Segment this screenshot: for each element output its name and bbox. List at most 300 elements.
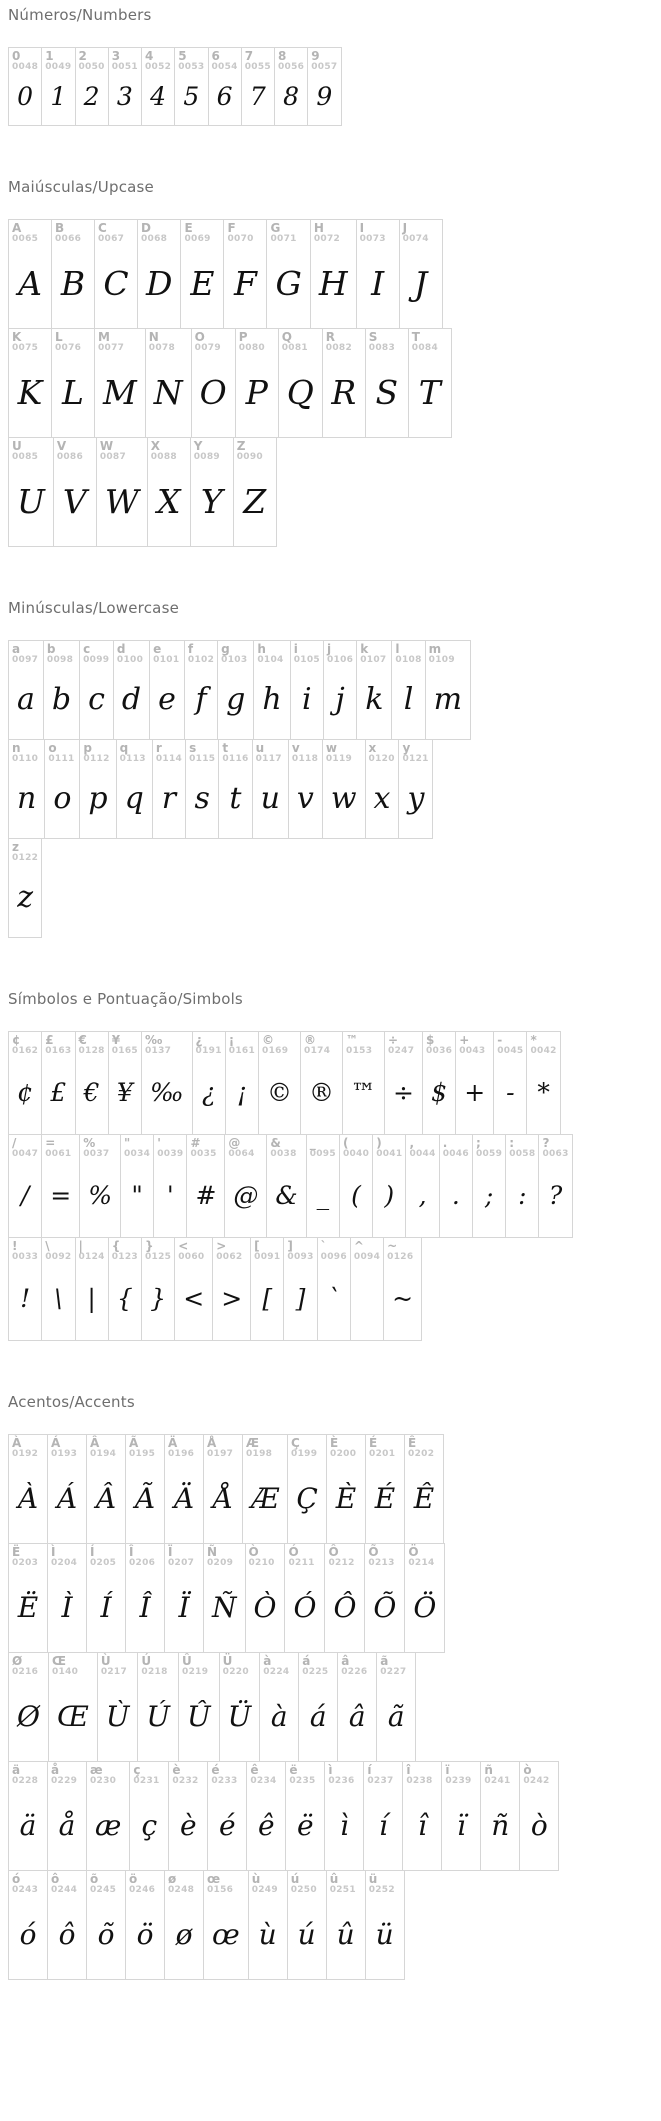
cell-reference [42,48,74,73]
cell-glyph: D [146,264,173,304]
cell-glyph: Ù [105,1700,130,1734]
cell-ref-char: 3 [111,49,121,63]
cell-unicode-code: 0111 [48,754,75,765]
cell-glyph: 1 [50,81,67,111]
cell-reference [117,740,152,765]
glyph-cell [8,1761,48,1871]
glyph-cell [242,1434,288,1544]
cell-unicode-code: 0053 [178,62,205,73]
cell-glyph: Ú [146,1700,171,1734]
glyph-cell [108,1031,142,1135]
cell-unicode-code: 0245 [90,1885,117,1896]
cell-reference [204,1871,248,1896]
cell-glyph: ¢ [17,1078,34,1108]
glyph-cell [96,437,148,547]
cell-glyph: " [131,1181,143,1211]
glyph-cell [266,1134,306,1238]
section-title: Símbolos e Pontuação/Simbols [8,990,243,1008]
cell-ref-char: | [78,1239,83,1253]
cell-ref-char: F [227,221,236,235]
cell-reference [193,1032,225,1057]
cell-ref-char: ï [445,1763,450,1777]
cell-unicode-code: 0238 [406,1776,433,1787]
cell-reference [286,1762,324,1787]
cell-reference [9,1435,47,1460]
glyph-cell [51,328,95,438]
cell-reference [187,1135,224,1160]
cell-reference [109,48,141,73]
cell-unicode-code: 0058 [509,1149,536,1160]
cell-glyph: 5 [183,81,200,111]
cell-unicode-code: 0103 [221,655,248,666]
cell-glyph: Y [200,482,223,522]
cell-unicode-code: 0113 [119,754,146,765]
cell-reference [288,1871,326,1896]
cell-ref-char: \ [45,1239,50,1253]
cell-glyph: % [88,1181,112,1211]
cell-unicode-code: 0205 [90,1558,117,1569]
glyph-cell [391,640,425,740]
font-section [8,1393,653,1980]
cell-ref-char: Ó [288,1545,299,1559]
cell-unicode-code: 0037 [83,1149,110,1160]
cell-unicode-code: 0059 [475,1149,503,1160]
glyph-cell [44,739,80,839]
glyph-cell [79,739,116,839]
cell-glyph: j [335,682,345,718]
cell-glyph: L [62,373,84,413]
cell-glyph: 0 [17,81,34,111]
cell-ref-char: Ñ [207,1545,218,1559]
cell-glyph: à [270,1700,288,1734]
cell-reference [169,1762,207,1787]
cell-ref-char: y [402,741,411,755]
cell-glyph: ä [19,1809,37,1843]
glyph-cell [79,640,114,740]
glyph-row [8,1652,653,1762]
cell-glyph: S [375,373,399,413]
cell-ref-char: £ [45,1033,54,1047]
cell-unicode-code: 0229 [51,1776,78,1787]
cell-glyph: a [17,682,35,718]
cell-unicode-code: 0061 [45,1149,72,1160]
cell-ref-char: © [262,1033,275,1047]
cell-unicode-code: 0140 [51,1667,79,1678]
cell-ref-char: A [12,221,22,235]
glyph-cell [8,219,52,329]
cell-ref-char: Â [90,1436,100,1450]
glyph-cell [404,1434,444,1544]
glyph-row [8,47,653,126]
cell-unicode-code: 0056 [278,62,305,73]
cell-ref-char: ¢ [12,1033,21,1047]
cell-glyph: ÷ [393,1078,414,1108]
cell-glyph: ‰ [150,1078,184,1108]
cell-glyph: © [267,1078,293,1108]
cell-unicode-code: 0063 [542,1149,569,1160]
cell-reference [208,1762,246,1787]
cell-reference [318,1238,350,1263]
cell-reference [9,1871,47,1896]
glyph-cell [164,1870,204,1980]
cell-ref-char: ü [368,1872,378,1886]
cell-glyph: & [275,1181,298,1211]
cell-unicode-code: 0224 [263,1667,290,1678]
cell-glyph: ' [166,1181,174,1211]
cell-ref-char: j [326,642,332,656]
cell-unicode-code: 0044 [409,1149,436,1160]
cell-glyph: Ä [173,1482,195,1516]
glyph-cell [455,1031,494,1135]
glyph-cell [8,1134,42,1238]
cell-glyph: Z [243,482,267,522]
cell-ref-char: Ø [12,1654,23,1668]
cell-glyph: ã [387,1700,405,1734]
cell-glyph: È [335,1482,357,1516]
cell-ref-char: K [12,330,22,344]
cell-unicode-code: 0153 [346,1046,373,1057]
cell-reference [87,1435,125,1460]
cell-unicode-code: 0251 [329,1885,356,1896]
cell-reference [327,1435,365,1460]
glyph-cell [149,640,185,740]
cell-ref-char: ã [380,1654,389,1668]
cell-reference [97,438,147,463]
cell-glyph: œ [212,1918,240,1952]
cell-ref-char: ñ [484,1763,493,1777]
cell-reference [87,1544,125,1569]
glyph-cell [324,1761,364,1871]
cell-reference [289,740,322,765]
glyph-cell [47,1543,87,1653]
cell-ref-char: Ä [168,1436,178,1450]
cell-ref-char: Œ [51,1654,66,1668]
cell-unicode-code: 0209 [207,1558,234,1569]
cell-ref-char: Í [90,1545,95,1559]
cell-ref-char: õ [90,1872,99,1886]
cell-glyph: x [373,781,391,817]
cell-ref-char: t [222,741,229,755]
cell-glyph: < [183,1284,205,1314]
cell-ref-char: l [395,642,400,656]
cell-glyph: á [309,1700,327,1734]
cell-ref-char: b [46,642,56,656]
cell-reference [126,1871,164,1896]
cell-glyph: Ó [293,1591,317,1625]
cell-unicode-code: 0084 [411,343,439,354]
glyph-cell [322,328,366,438]
cell-reference [392,641,424,666]
cell-ref-char: ` [320,1239,327,1253]
cell-reference [364,1762,402,1787]
cell-unicode-code: 0114 [155,754,183,765]
cell-reference [48,1871,86,1896]
cell-reference [165,1544,203,1569]
glyph-cell [287,1870,327,1980]
glyph-cell [337,1652,377,1762]
cell-reference [366,740,399,765]
section-title: Minúsculas/Lowercase [8,599,180,617]
cell-reference [373,1135,405,1160]
cell-ref-char: î [406,1763,411,1777]
cell-unicode-code: 0199 [291,1449,318,1460]
cell-ref-char: O [194,330,205,344]
cell-unicode-code: 0165 [111,1046,138,1057]
cell-reference [42,1238,74,1263]
cell-ref-char: ¿ [195,1033,203,1047]
cell-reference [98,1653,138,1678]
cell-glyph: . [451,1181,460,1211]
cell-ref-char: æ [90,1763,103,1777]
cell-ref-char: ™ [346,1033,359,1047]
font-section [8,990,653,1341]
cell-glyph: d [121,682,142,718]
cell-reference [251,1238,283,1263]
glyph-cell [365,328,409,438]
cell-reference [48,1544,86,1569]
cell-glyph: Ü [227,1700,252,1734]
cell-ref-char: Û [182,1654,192,1668]
glyph-cell [207,1761,247,1871]
cell-glyph: Û [187,1700,211,1734]
glyph-cell [51,219,95,329]
cell-glyph: Í [100,1591,112,1625]
cell-unicode-code: 0213 [368,1558,395,1569]
glyph-cell [41,1237,75,1341]
glyph-cell [147,437,191,547]
glyph-cell [252,739,289,839]
cell-glyph: Ê [413,1482,435,1516]
glyph-cell [422,1031,456,1135]
cell-ref-char: Ö [408,1545,419,1559]
cell-reference [275,48,307,73]
glyph-cell [233,437,277,547]
cell-reference [142,1032,192,1057]
glyph-cell [208,47,242,126]
cell-glyph: Â [95,1482,117,1516]
cell-ref-char: E [184,221,193,235]
cell-ref-char: Y [193,439,203,453]
cell-reference [377,1653,415,1678]
glyph-cell [274,47,308,126]
glyph-cell [224,1134,267,1238]
cell-unicode-code: 0075 [12,343,39,354]
cell-ref-char: Q [281,330,292,344]
cell-ref-char: Ô [328,1545,339,1559]
cell-ref-char: ù [251,1872,261,1886]
cell-reference [291,641,323,666]
cell-glyph: Ø [17,1700,40,1734]
cell-glyph: [ [262,1284,273,1314]
cell-glyph: * [537,1078,550,1108]
cell-glyph: v [296,781,314,817]
cell-ref-char: Á [51,1436,61,1450]
cell-reference [405,1435,443,1460]
cell-reference [400,220,442,245]
cell-reference [218,641,253,666]
cell-unicode-code: 0052 [145,62,172,73]
cell-unicode-code: 0206 [129,1558,156,1569]
cell-unicode-code: 0067 [98,234,125,245]
cell-unicode-code: 0212 [328,1558,355,1569]
cell-glyph: è [180,1809,197,1843]
cell-unicode-code: 0100 [116,655,144,666]
cell-unicode-code: 0039 [157,1149,184,1160]
cell-ref-char: < [178,1239,189,1253]
cell-glyph: m [433,682,463,718]
cell-ref-char: 8 [278,49,287,63]
cell-glyph: û [336,1918,355,1952]
cell-unicode-code: 0120 [368,754,395,765]
cell-glyph: i [302,682,312,718]
cell-ref-char: * [530,1033,537,1047]
glyph-cell [284,1543,325,1653]
cell-reference [384,1238,421,1263]
cell-ref-char: ì [328,1763,333,1777]
cell-reference [539,1135,571,1160]
glyph-cell [300,1031,343,1135]
cell-reference [95,329,145,354]
cell-glyph: y [407,781,425,817]
cell-reference [311,220,356,245]
cell-unicode-code: 0195 [129,1449,156,1460]
cell-reference [48,1762,86,1787]
cell-reference [87,1762,129,1787]
glyph-cell [174,1237,213,1341]
cell-ref-char: % [83,1136,96,1150]
cell-reference [138,220,180,245]
cell-reference [148,438,190,463]
cell-ref-char: x [368,741,377,755]
glyph-cell [53,437,97,547]
cell-ref-char: è [172,1763,181,1777]
cell-ref-char: r [155,741,162,755]
cell-unicode-code: 0057 [311,62,338,73]
cell-ref-char: ( [342,1136,349,1150]
glyph-cell [372,1134,406,1238]
cell-unicode-code: 0202 [408,1449,435,1460]
cell-unicode-code: 0122 [12,853,39,864]
glyph-cell [350,1237,384,1341]
cell-unicode-code: 0156 [207,1885,234,1896]
cell-reference [285,1544,324,1569]
cell-glyph: J [414,264,428,304]
cell-ref-char: Å [207,1436,217,1450]
cell-reference [279,329,322,354]
cell-reference [473,1135,505,1160]
cell-unicode-code: 0161 [228,1046,256,1057]
cell-unicode-code: 0045 [497,1046,524,1057]
cell-unicode-code: 0049 [45,62,72,73]
cell-glyph: t [229,781,242,817]
glyph-cell [116,739,153,839]
cell-glyph: e [158,682,176,718]
glyph-cell [137,219,181,329]
cell-unicode-code: 0050 [78,62,105,73]
cell-glyph: } [150,1284,167,1314]
cell-ref-char: c [83,642,91,656]
cell-reference [260,1653,298,1678]
glyph-cell [298,1652,338,1762]
cell-unicode-code: 0211 [288,1558,315,1569]
cell-ref-char: s [189,741,197,755]
cell-ref-char: 7 [244,49,254,63]
cell-ref-char: B [55,221,65,235]
cell-glyph: â [348,1700,366,1734]
cell-ref-char: G [270,221,281,235]
cell-glyph: ) [384,1181,395,1211]
cell-unicode-code: 0191 [195,1046,222,1057]
cell-ref-char: > [216,1239,227,1253]
glyph-row [8,1237,653,1341]
glyph-cell [472,1134,506,1238]
cell-unicode-code: 0217 [100,1667,128,1678]
cell-ref-char: œ [207,1872,221,1886]
cell-reference [307,1135,339,1160]
cell-ref-char: " [123,1136,131,1150]
glyph-cell [225,1031,259,1135]
cell-reference [80,641,113,666]
glyph-cell [86,1761,130,1871]
cell-ref-char: n [12,741,21,755]
glyph-cell [97,1652,139,1762]
cell-unicode-code: 0097 [12,655,39,666]
cell-ref-char: C [98,221,107,235]
cell-ref-char: U [12,439,22,453]
glyph-cell [203,1434,243,1544]
cell-glyph [351,1263,383,1340]
cell-reference [192,329,235,354]
cell-glyph: À [17,1482,39,1516]
cell-ref-char: [ [254,1239,260,1253]
cell-glyph: F [234,264,257,304]
glyph-cell [41,1031,75,1135]
cell-ref-char: L [55,330,63,344]
cell-reference [284,1238,316,1263]
glyph-cell [363,1761,403,1871]
cell-ref-char: . [442,1136,448,1150]
cell-glyph: ¿ [201,1078,216,1108]
cell-unicode-code: 0201 [369,1449,396,1460]
cell-unicode-code: 0126 [387,1252,414,1263]
cell-glyph: 8 [283,81,300,111]
cell-unicode-code: 0070 [227,234,254,245]
glyph-cell [141,1237,175,1341]
cell-glyph: Ç [296,1482,318,1516]
cell-reference [527,1032,559,1057]
cell-glyph: £ [50,1078,67,1108]
cell-ref-char: J [402,221,408,235]
glyph-cell [47,1761,87,1871]
glyph-cell [41,1134,80,1238]
cell-unicode-code: 0083 [368,343,396,354]
cell-reference [80,1135,120,1160]
cell-glyph: ú [297,1918,316,1952]
cell-glyph: ] [295,1284,306,1314]
cell-ref-char: R [325,330,336,344]
cell-glyph: € [83,1078,100,1108]
cell-reference [247,1762,285,1787]
cell-unicode-code: 0066 [55,234,82,245]
cell-reference [236,329,278,354]
cell-reference [76,1032,108,1057]
cell-reference [185,641,217,666]
cell-unicode-code: 0043 [459,1046,486,1057]
cell-reference [494,1032,526,1057]
cell-glyph: k [365,682,384,718]
cell-unicode-code: 0242 [523,1776,550,1787]
cell-reference [324,641,356,666]
